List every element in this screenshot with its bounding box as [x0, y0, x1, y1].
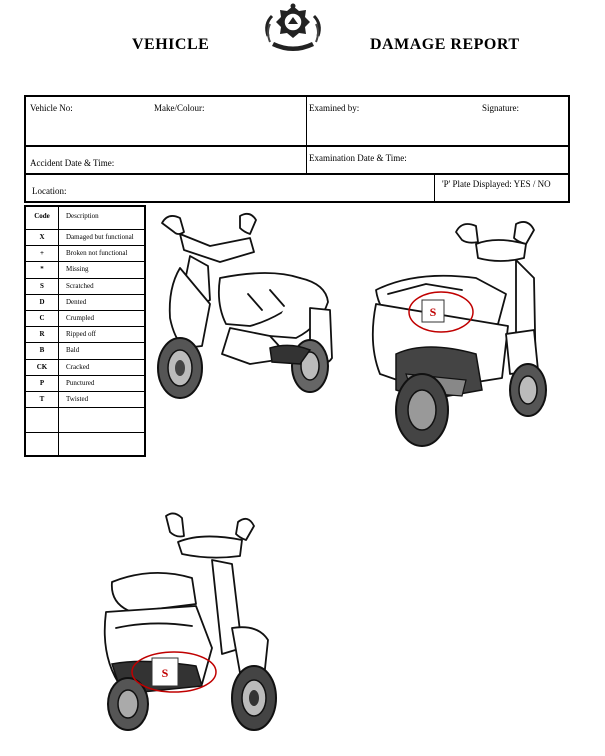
legend-description: Ripped off	[66, 330, 97, 339]
legend-header	[26, 207, 144, 230]
legend-row	[26, 310, 144, 327]
legend-description: Bald	[66, 346, 80, 355]
legend-header-code: Code	[34, 212, 50, 220]
scooter-left-side-view	[92, 508, 292, 740]
legend-row	[26, 278, 144, 295]
location-label: Location:	[32, 186, 67, 196]
police-crest-icon	[262, 2, 324, 56]
legend-row	[26, 245, 144, 262]
legend-row	[26, 229, 144, 246]
p-plate-label: 'P' Plate Displayed: YES / NO	[442, 179, 551, 189]
legend-code: C	[39, 314, 45, 322]
scooter-front-right-view	[150, 208, 350, 418]
legend-description: Damaged but functional	[66, 233, 134, 241]
legend-row	[26, 342, 144, 359]
legend-code: S	[40, 281, 44, 290]
form-row-vehicle	[24, 95, 570, 147]
legend-row	[26, 294, 144, 311]
legend-code: +	[40, 249, 44, 258]
make-colour-label: Make/Colour:	[154, 103, 205, 113]
legend-row	[26, 391, 144, 408]
legend-description: Twisted	[66, 395, 89, 403]
legend-code: D	[39, 297, 45, 306]
legend-code: CK	[36, 362, 48, 371]
legend-description: Punctured	[66, 378, 95, 387]
examination-date-label: Examination Date & Time:	[309, 153, 407, 163]
legend-code: P	[39, 378, 45, 387]
legend-row	[26, 375, 144, 392]
title-vehicle: VEHICLE	[132, 36, 210, 53]
legend-row	[26, 261, 144, 278]
legend-description: Scratched	[66, 281, 94, 290]
legend-row	[26, 359, 144, 376]
legend-blank-row	[26, 432, 144, 455]
examined-by-label: Examined by:	[309, 103, 360, 113]
legend-description: Cracked	[66, 362, 90, 371]
legend-code: R	[39, 330, 45, 339]
damage-mark-left-side-label: S	[161, 666, 169, 680]
form-row-location	[24, 175, 570, 203]
legend-code: *	[40, 265, 44, 274]
legend-row	[26, 326, 144, 343]
accident-date-label: Accident Date & Time:	[30, 158, 115, 168]
legend-description: Missing	[66, 265, 89, 274]
legend-description: Dented	[66, 297, 87, 306]
legend-code: T	[39, 395, 45, 403]
damage-mark-rear-label: S	[429, 305, 437, 319]
form-row-dates	[24, 145, 570, 175]
damage-code-legend	[24, 205, 146, 457]
legend-description: Broken not functional	[66, 249, 128, 258]
legend-code: X	[39, 233, 45, 241]
vehicle-no-label: Vehicle No:	[30, 103, 73, 113]
signature-label: Signature:	[482, 103, 519, 113]
legend-header-desc: Description	[66, 212, 99, 220]
scooter-rear-left-view	[366, 214, 556, 458]
legend-code: B	[39, 346, 45, 355]
legend-blank-row	[26, 407, 144, 433]
title-damage-report: DAMAGE REPORT	[370, 36, 520, 53]
legend-description: Crumpled	[66, 314, 94, 322]
